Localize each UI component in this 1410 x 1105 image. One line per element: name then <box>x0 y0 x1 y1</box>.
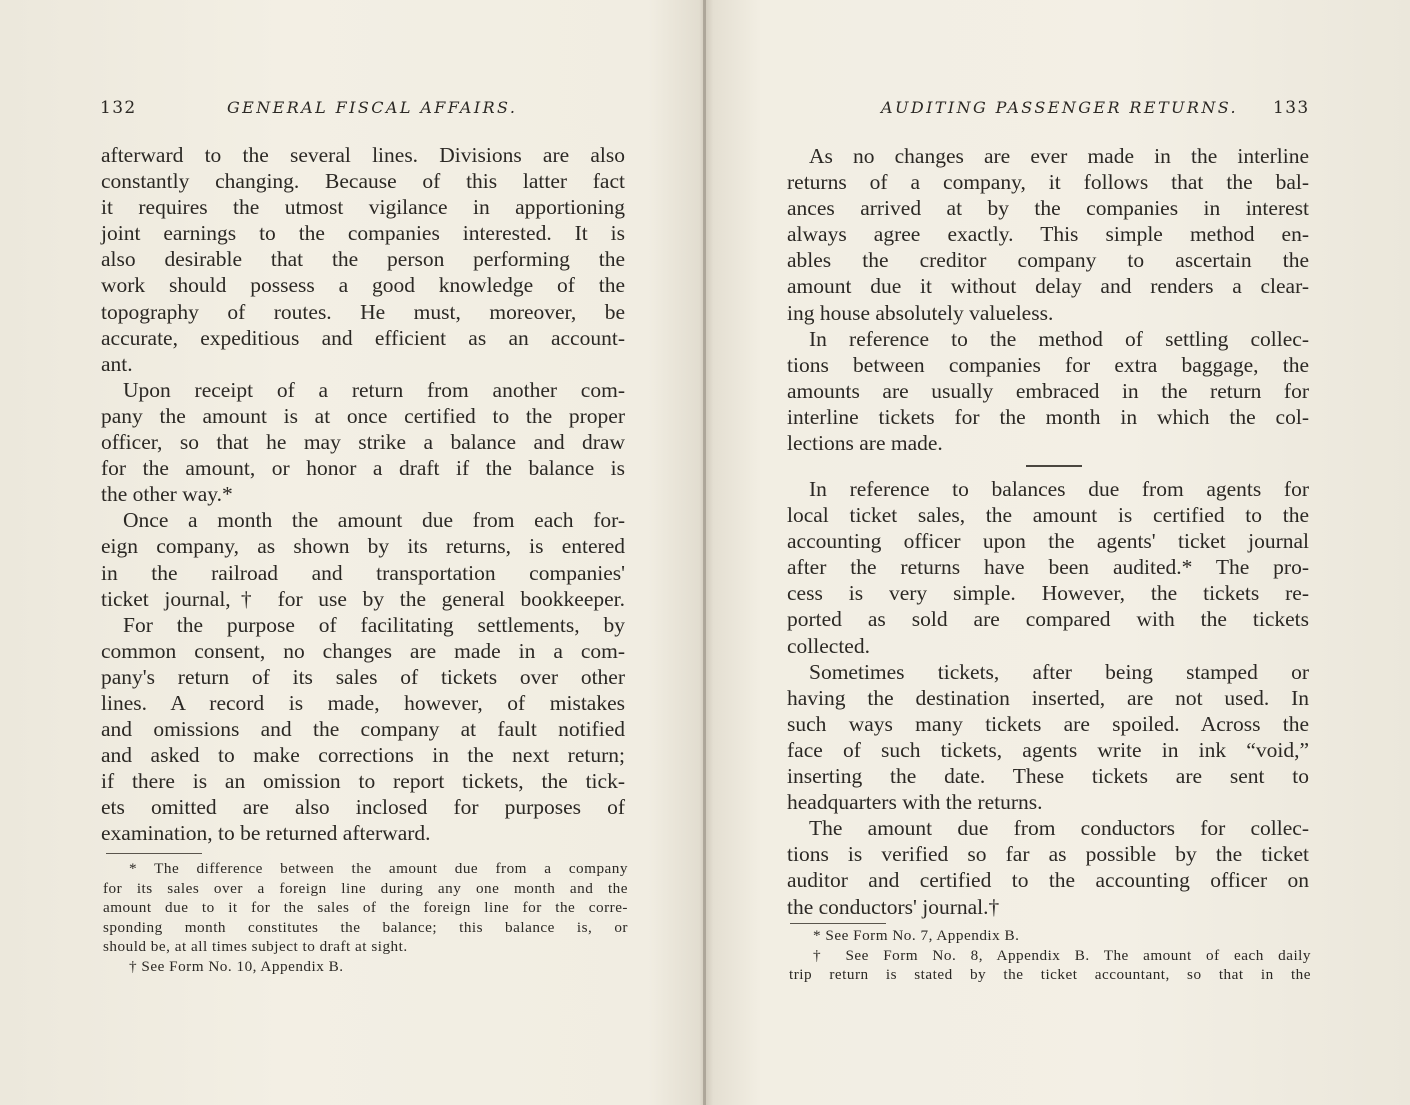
left-running-head <box>100 98 625 124</box>
left-running-title: GENERAL FISCAL AFFAIRS. <box>227 98 518 117</box>
text-line: For the purpose of facilitating settlements, by <box>123 612 625 637</box>
text-line: pany's return of its sales of tickets over other <box>101 664 625 689</box>
text-line: officer, so that he may strike a balance and draw <box>101 430 625 455</box>
text-line: such ways many tickets are spoiled. Across the <box>787 711 1309 736</box>
text-line: collected. <box>787 633 870 658</box>
text-line: the other way.* <box>101 482 233 507</box>
text-line: The amount due from conductors for collec- <box>809 816 1309 841</box>
footnote-line: * The difference between the amount due from a company <box>129 860 628 877</box>
text-line: Upon receipt of a return from another com- <box>123 377 625 402</box>
text-line: ing house absolutely valueless. <box>787 300 1054 325</box>
text-line: ets omitted are also inclosed for purposes of <box>101 795 625 820</box>
right-running-title: AUDITING PASSENGER RETURNS. <box>881 98 1239 117</box>
text-line: in the railroad and transportation companies' <box>101 560 625 585</box>
text-line: ables the creditor company to ascertain the <box>787 248 1309 273</box>
text-line: examination, to be returned afterward. <box>101 821 431 846</box>
footnote-line: † See Form No. 8, Appendix B. The amount of each daily <box>813 946 1311 964</box>
footnote-line: † See Form No. 10, Appendix B. <box>129 957 344 975</box>
text-line: tions is verified so far as possible by the ticket <box>787 842 1309 867</box>
footnote-rule <box>790 923 886 924</box>
text-line: it requires the utmost vigilance in apportioning <box>101 195 625 220</box>
right-footnotes <box>789 926 1311 985</box>
text-line: accurate, expeditious and efficient as an account- <box>101 325 625 350</box>
text-line: for the amount, or honor a draft if the balance is <box>101 456 625 481</box>
footnote-line: * See Form No. 7, Appendix B. <box>813 927 1020 944</box>
text-line: ances arrived at by the companies in interest <box>787 196 1309 221</box>
text-line: having the destination inserted, are not used. In <box>787 685 1309 710</box>
text-line: headquarters with the returns. <box>787 790 1043 815</box>
text-line: topography of routes. He must, moreover, be <box>101 299 625 324</box>
text-line: face of such tickets, agents write in ink “void,” <box>787 737 1309 762</box>
text-line: and asked to make corrections in the next return; <box>101 743 625 768</box>
text-line: ant. <box>101 351 133 376</box>
text-line: local ticket sales, the amount is certified to the <box>787 503 1309 528</box>
left-folio: 132 <box>100 98 137 118</box>
right-body-text-lower <box>787 476 1309 920</box>
right-page <box>706 0 1410 1105</box>
text-line: lines. A record is made, however, of mistakes <box>101 690 625 715</box>
footnote-line: amount due to it for the sales of the foreign line for the corre- <box>103 899 628 916</box>
text-line: joint earnings to the companies interested. It is <box>101 221 625 246</box>
right-running-head <box>786 98 1310 124</box>
left-footnotes <box>103 859 628 976</box>
text-line: also desirable that the person performing the <box>101 247 625 272</box>
text-line: amounts are usually embraced in the return for <box>787 378 1309 403</box>
text-line: inserting the date. These tickets are sent to <box>787 764 1309 789</box>
text-line: afterward to the several lines. Divisions are also <box>101 143 625 167</box>
footnote-line: should be, at all times subject to draft at sight. <box>103 938 408 955</box>
text-line: ported as sold are compared with the tickets <box>787 607 1309 632</box>
text-line: In reference to the method of settling collec- <box>809 326 1309 351</box>
text-line: always agree exactly. This simple method en- <box>787 222 1309 247</box>
text-line: cess is very simple. However, the tickets re- <box>787 581 1309 606</box>
text-line: As no changes are ever made in the interline <box>809 144 1309 168</box>
left-page <box>0 0 703 1105</box>
text-line: tions between companies for extra baggage, the <box>787 352 1309 377</box>
right-body-text-upper <box>787 143 1309 456</box>
text-line: and omissions and the company at fault notified <box>101 717 625 742</box>
text-line: auditor and certified to the accounting officer on <box>787 868 1309 893</box>
text-line: amount due it without delay and renders a clear- <box>787 274 1309 299</box>
text-line: Sometimes tickets, after being stamped or <box>809 659 1309 684</box>
text-line: constantly changing. Because of this latter fact <box>101 169 625 194</box>
text-line: eign company, as shown by its returns, is entered <box>101 534 625 559</box>
footnote-line: sponding month constitutes the balance; this balance is, or <box>103 918 628 936</box>
section-divider <box>1026 465 1082 467</box>
text-line: pany the amount is at once certified to the proper <box>101 403 625 428</box>
text-line: lections are made. <box>787 431 943 456</box>
text-line: after the returns have been audited.* The pro- <box>787 555 1309 580</box>
right-folio: 133 <box>1273 98 1310 118</box>
text-line: interline tickets for the month in which the col- <box>787 404 1309 429</box>
text-line: the conductors' journal.† <box>787 894 1000 919</box>
footnote-line: for its sales over a foreign line during any one month and the <box>103 879 628 897</box>
text-line: Once a month the amount due from each for- <box>123 508 625 533</box>
text-line: returns of a company, it follows that the bal- <box>787 170 1309 195</box>
text-line: In reference to balances due from agents for <box>809 477 1309 501</box>
text-line: if there is an omission to report tickets, the tick- <box>101 769 625 794</box>
text-line: accounting officer upon the agents' ticket journal <box>787 529 1309 554</box>
left-body-text <box>101 142 625 847</box>
footnote-rule <box>106 853 202 854</box>
footnote-line: trip return is stated by the ticket accountant, so that in the <box>789 966 1311 983</box>
text-line: common consent, no changes are made in a com- <box>101 638 625 663</box>
text-line: work should possess a good knowledge of the <box>101 273 625 298</box>
text-line: ticket journal,† for use by the general bookkeeper. <box>101 586 625 611</box>
